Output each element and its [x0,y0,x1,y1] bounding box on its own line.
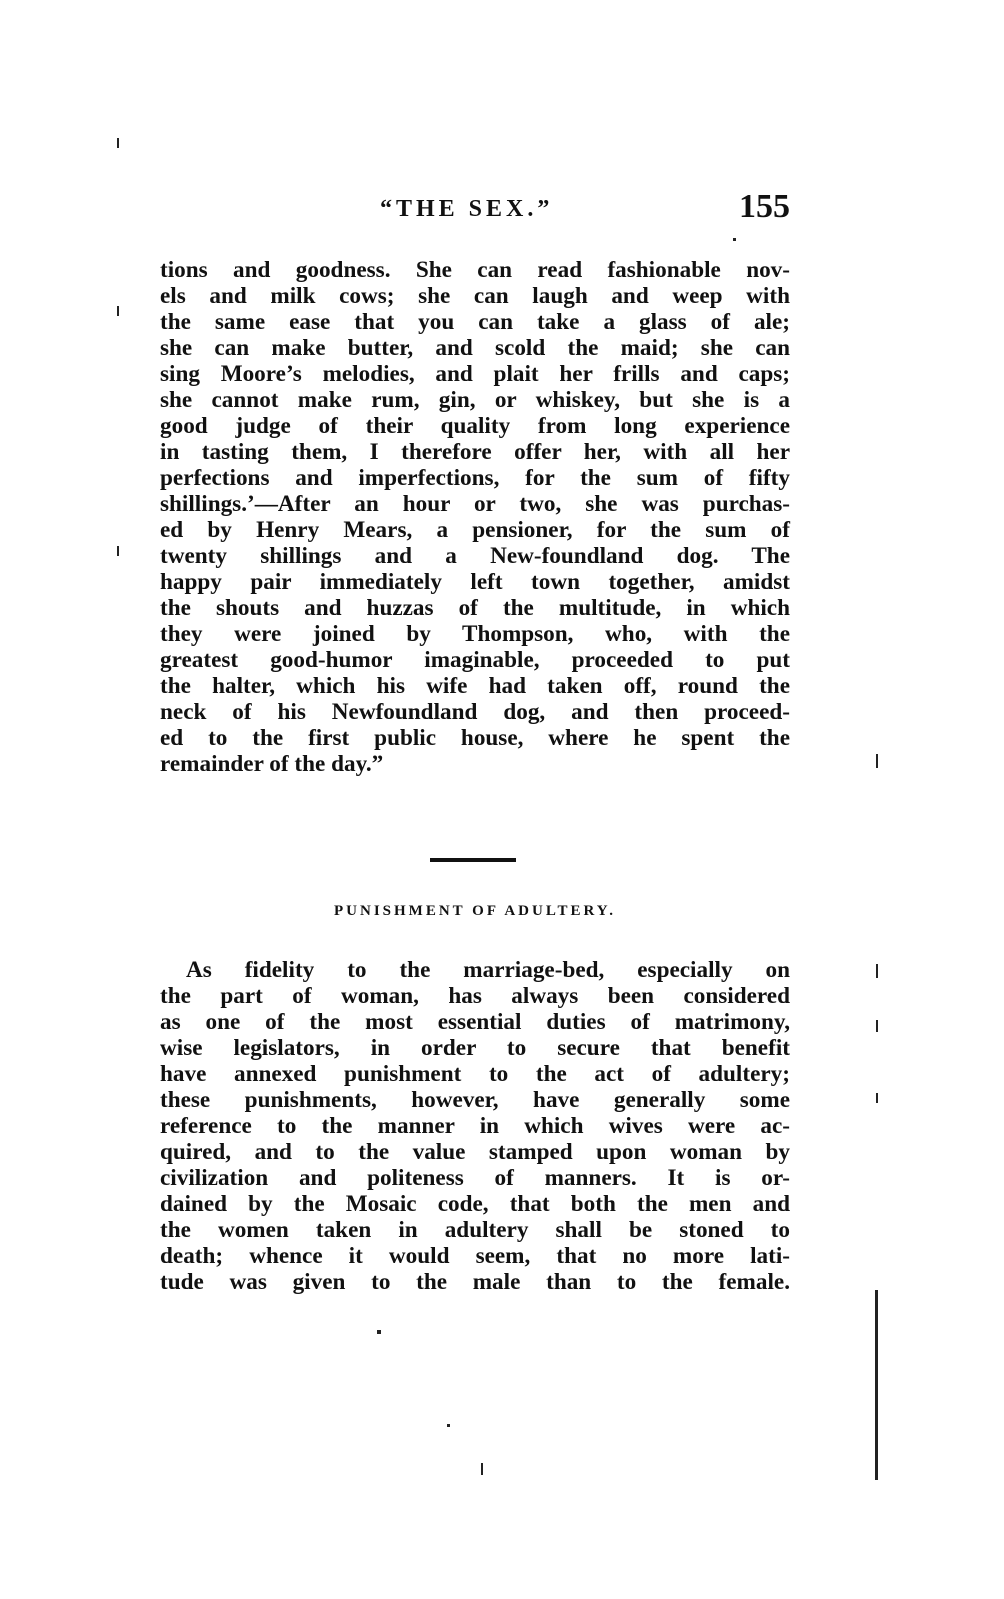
text-line: sing Moore’s melodies, and plait her frills and caps; [160,361,790,387]
text-line: ed by Henry Mears, a pensioner, for the sum of [160,517,790,543]
text-line: remainder of the day.” [160,751,384,777]
text-line: dained by the Mosaic code, that both the men and [160,1191,790,1217]
scan-speck [117,138,119,148]
text-line: twenty shillings and a New-foundland dog. The [160,543,790,569]
text-line: the shouts and huzzas of the multitude, in which [160,595,790,621]
text-line: the women taken in adultery shall be stoned to [160,1217,790,1243]
text-line: quired, and to the value stamped upon woman by [160,1139,790,1165]
page-header [160,188,790,232]
text-line: the same ease that you can take a glass of ale; [160,309,790,335]
scan-speck [117,306,119,316]
section-paragraph [160,957,790,1295]
text-line: they were joined by Thompson, who, with the [160,621,790,647]
scan-speck [481,1463,483,1475]
text-line: in tasting them, I therefore offer her, with all her [160,439,790,465]
text-line: tions and goodness. She can read fashionable nov- [160,257,790,283]
scan-speck [733,238,736,241]
text-line: wise legislators, in order to secure that benefit [160,1035,790,1061]
text-line: these punishments, however, have generally some [160,1087,790,1113]
section-heading: PUNISHMENT OF ADULTERY. [334,903,616,919]
scan-speck [876,1093,878,1103]
continued-paragraph [160,257,790,777]
scan-speck [447,1424,450,1427]
text-line: As fidelity to the marriage-bed, especially on [186,957,790,983]
scan-speck [117,546,119,556]
text-line: good judge of their quality from long experience [160,413,790,439]
text-line: the halter, which his wife had taken off, round the [160,673,790,699]
text-line: neck of his Newfoundland dog, and then proceed- [160,699,790,725]
scan-speck [876,1020,878,1032]
scan-speck [876,964,878,978]
text-line: greatest good-humor imaginable, proceeded to put [160,647,790,673]
text-line: ed to the first public house, where he spent the [160,725,790,751]
text-line: happy pair immediately left town together, amidst [160,569,790,595]
text-line: shillings.’—After an hour or two, she was purchas- [160,491,790,517]
section-divider [430,858,516,862]
scan-speck [875,1290,878,1480]
text-line: els and milk cows; she can laugh and weep with [160,283,790,309]
text-line: have annexed punishment to the act of adultery; [160,1061,790,1087]
text-line: perfections and imperfections, for the sum of fifty [160,465,790,491]
text-line: she can make butter, and scold the maid; she can [160,335,790,361]
text-line: death; whence it would seem, that no more lati- [160,1243,790,1269]
page-number: 155 [739,188,790,225]
text-line: the part of woman, has always been considered [160,983,790,1009]
text-line: tude was given to the male than to the female. [160,1269,790,1295]
text-line: as one of the most essential duties of matrimony, [160,1009,790,1035]
running-head: “THE SEX.” [380,196,554,222]
text-line: she cannot make rum, gin, or whiskey, but she is a [160,387,790,413]
scan-speck [876,754,878,768]
text-line: reference to the manner in which wives were ac- [160,1113,790,1139]
scan-speck [377,1330,381,1334]
text-line: civilization and politeness of manners. It is or- [160,1165,790,1191]
